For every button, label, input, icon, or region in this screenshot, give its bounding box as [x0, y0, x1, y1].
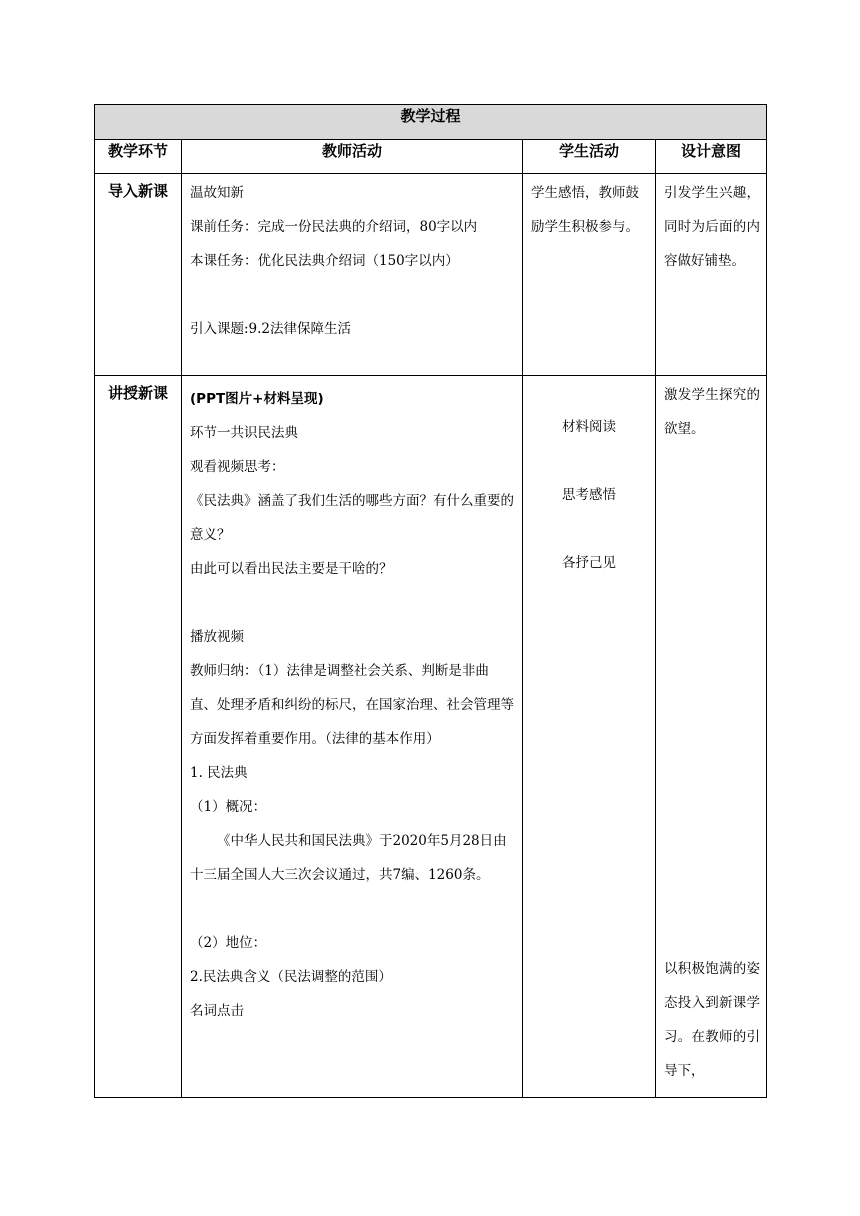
blank-line	[190, 892, 514, 926]
intent-text-bottom: 以积极饱满的姿态投入到新课学习。在教师的引导下，	[664, 961, 761, 1079]
table-title: 教学过程	[95, 105, 767, 140]
teacher-line: 由此可以看出民法主要是干啥的？	[190, 561, 393, 577]
blank-line	[523, 512, 655, 546]
blank-line	[190, 586, 514, 620]
teacher-line: 引入课题:9.2法律保障生活	[190, 321, 352, 337]
table-row	[95, 174, 767, 376]
header-teacher-activity: 教师活动	[182, 140, 523, 174]
blank-line	[190, 278, 514, 312]
stage-intro: 导入新课	[95, 174, 182, 376]
student-activity-item: 材料阅读	[562, 419, 616, 435]
design-intent-intro	[656, 174, 767, 376]
teacher-line: 观看视频思考：	[190, 459, 285, 475]
student-activity-item: 思考感悟	[562, 487, 616, 503]
header-row	[95, 140, 767, 174]
header-student-activity: 学生活动	[523, 140, 656, 174]
teacher-activity-teach	[182, 376, 523, 1098]
teacher-line: 1. 民法典	[190, 765, 248, 781]
student-text: 学生感悟，教师鼓励学生积极参与。	[531, 185, 639, 235]
blank-line	[523, 444, 655, 478]
table-row	[95, 376, 767, 1098]
student-activity-teach	[523, 376, 656, 1098]
teacher-line: 2.民法典含义（民法调整的范围）	[190, 969, 392, 985]
teacher-line: 《民法典》涵盖了我们生活的哪些方面？有什么重要的意义？	[190, 493, 514, 543]
teacher-line: 本课任务：优化民法典介绍词（150字以内）	[190, 253, 459, 269]
teaching-process-table	[94, 104, 767, 1098]
teacher-line: 《中华人民共和国民法典》于2020年5月28日由十三届全国人大三次会议通过，共7编、1260条。	[190, 833, 507, 883]
header-stage: 教学环节	[95, 140, 182, 174]
teacher-line: 环节一共识民法典	[190, 425, 298, 441]
teacher-line: （1）概况：	[190, 799, 267, 815]
header-design-intent: 设计意图	[656, 140, 767, 174]
teacher-line: 温故知新	[190, 185, 244, 201]
teacher-line: 名词点击	[190, 1003, 244, 1019]
material-heading: (PPT图片+材料呈现)	[190, 391, 324, 407]
teacher-line: （2）地位：	[190, 935, 267, 951]
student-activity-item: 各抒己见	[562, 555, 616, 571]
design-intent-teach	[656, 376, 767, 1098]
teacher-line: 课前任务：完成一份民法典的介绍词，80字以内	[190, 219, 478, 235]
intent-text-top: 激发学生探究的欲望。	[664, 387, 761, 437]
teacher-activity-intro	[182, 174, 523, 376]
teacher-line: 播放视频	[190, 629, 244, 645]
teacher-line: 教师归纳：（1）法律是调整社会关系、判断是非曲直、处理矛盾和纠纷的标尺，在国家治理、社会管理等方面发挥着重要作用。（法律的基本作用）	[190, 663, 514, 747]
intent-text: 引发学生兴趣，同时为后面的内容做好铺垫。	[664, 185, 761, 269]
stage-teach: 讲授新课	[95, 376, 182, 1098]
student-activity-intro	[523, 174, 656, 376]
table-title-row	[95, 105, 767, 140]
